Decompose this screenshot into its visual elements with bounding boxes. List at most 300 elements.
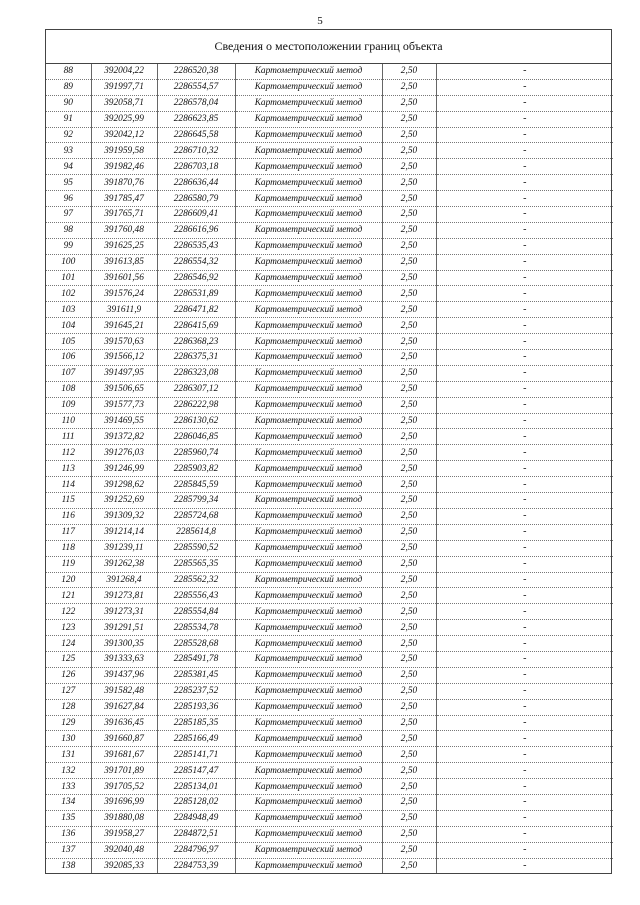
method-cell: Картометрический метод — [235, 381, 382, 397]
x-coordinate-cell: 391577,73 — [91, 397, 157, 413]
x-coordinate-cell: 391760,48 — [91, 222, 157, 238]
x-coordinate-cell: 391566,12 — [91, 350, 157, 366]
point-number-cell: 112 — [46, 445, 91, 461]
method-cell: Картометрический метод — [235, 556, 382, 572]
x-coordinate-cell: 391239,11 — [91, 540, 157, 556]
method-cell: Картометрический метод — [235, 238, 382, 254]
point-number-cell: 127 — [46, 683, 91, 699]
description-cell: - — [436, 429, 613, 445]
y-coordinate-cell: 2286535,43 — [157, 238, 235, 254]
y-coordinate-cell: 2285128,02 — [157, 794, 235, 810]
table-row — [46, 604, 613, 620]
accuracy-cell: 2,50 — [382, 572, 436, 588]
description-cell: - — [436, 111, 613, 127]
method-cell: Картометрический метод — [235, 731, 382, 747]
description-cell: - — [436, 651, 613, 667]
method-cell: Картометрический метод — [235, 651, 382, 667]
table-row — [46, 842, 613, 858]
point-number-cell: 130 — [46, 731, 91, 747]
description-cell: - — [436, 350, 613, 366]
table-row — [46, 222, 613, 238]
accuracy-cell: 2,50 — [382, 191, 436, 207]
description-cell: - — [436, 747, 613, 763]
y-coordinate-cell: 2286623,85 — [157, 111, 235, 127]
method-cell: Картометрический метод — [235, 747, 382, 763]
x-coordinate-cell: 391997,71 — [91, 79, 157, 95]
point-number-cell: 115 — [46, 493, 91, 509]
x-coordinate-cell: 391497,95 — [91, 365, 157, 381]
x-coordinate-cell: 391625,25 — [91, 238, 157, 254]
y-coordinate-cell: 2286415,69 — [157, 318, 235, 334]
description-cell: - — [436, 810, 613, 826]
method-cell: Картометрический метод — [235, 222, 382, 238]
y-coordinate-cell: 2286645,58 — [157, 127, 235, 143]
point-number-cell: 104 — [46, 318, 91, 334]
accuracy-cell: 2,50 — [382, 365, 436, 381]
accuracy-cell: 2,50 — [382, 588, 436, 604]
y-coordinate-cell: 2286580,79 — [157, 191, 235, 207]
accuracy-cell: 2,50 — [382, 397, 436, 413]
table-row — [46, 350, 613, 366]
method-cell: Картометрический метод — [235, 334, 382, 350]
accuracy-cell: 2,50 — [382, 143, 436, 159]
table-row — [46, 95, 613, 111]
description-cell: - — [436, 254, 613, 270]
table-row — [46, 175, 613, 191]
method-cell: Картометрический метод — [235, 667, 382, 683]
accuracy-cell: 2,50 — [382, 286, 436, 302]
y-coordinate-cell: 2285381,45 — [157, 667, 235, 683]
point-number-cell: 138 — [46, 858, 91, 873]
accuracy-cell: 2,50 — [382, 381, 436, 397]
x-coordinate-cell: 391627,84 — [91, 699, 157, 715]
accuracy-cell: 2,50 — [382, 651, 436, 667]
y-coordinate-cell: 2286554,57 — [157, 79, 235, 95]
y-coordinate-cell: 2285903,82 — [157, 461, 235, 477]
table-row — [46, 238, 613, 254]
coordinates-sheet — [45, 29, 612, 874]
y-coordinate-cell: 2286578,04 — [157, 95, 235, 111]
x-coordinate-cell: 391982,46 — [91, 159, 157, 175]
accuracy-cell: 2,50 — [382, 493, 436, 509]
y-coordinate-cell: 2286046,85 — [157, 429, 235, 445]
description-cell: - — [436, 381, 613, 397]
point-number-cell: 125 — [46, 651, 91, 667]
description-cell: - — [436, 794, 613, 810]
description-cell: - — [436, 556, 613, 572]
accuracy-cell: 2,50 — [382, 318, 436, 334]
table-row — [46, 779, 613, 795]
table-row — [46, 318, 613, 334]
accuracy-cell: 2,50 — [382, 334, 436, 350]
table-row — [46, 445, 613, 461]
y-coordinate-cell: 2286222,98 — [157, 397, 235, 413]
accuracy-cell: 2,50 — [382, 636, 436, 652]
method-cell: Картометрический метод — [235, 826, 382, 842]
y-coordinate-cell: 2285799,34 — [157, 493, 235, 509]
accuracy-cell: 2,50 — [382, 540, 436, 556]
table-row — [46, 699, 613, 715]
method-cell: Картометрический метод — [235, 763, 382, 779]
y-coordinate-cell: 2285528,68 — [157, 636, 235, 652]
y-coordinate-cell: 2285534,78 — [157, 620, 235, 636]
y-coordinate-cell: 2285193,36 — [157, 699, 235, 715]
y-coordinate-cell: 2286307,12 — [157, 381, 235, 397]
table-row — [46, 143, 613, 159]
accuracy-cell: 2,50 — [382, 64, 436, 79]
method-cell: Картометрический метод — [235, 699, 382, 715]
table-row — [46, 715, 613, 731]
y-coordinate-cell: 2286703,18 — [157, 159, 235, 175]
y-coordinate-cell: 2286368,23 — [157, 334, 235, 350]
accuracy-cell: 2,50 — [382, 302, 436, 318]
y-coordinate-cell: 2284753,39 — [157, 858, 235, 873]
description-cell: - — [436, 191, 613, 207]
accuracy-cell: 2,50 — [382, 604, 436, 620]
point-number-cell: 92 — [46, 127, 91, 143]
method-cell: Картометрический метод — [235, 429, 382, 445]
accuracy-cell: 2,50 — [382, 127, 436, 143]
accuracy-cell: 2,50 — [382, 461, 436, 477]
accuracy-cell: 2,50 — [382, 159, 436, 175]
table-row — [46, 413, 613, 429]
method-cell: Картометрический метод — [235, 365, 382, 381]
x-coordinate-cell: 392085,33 — [91, 858, 157, 873]
table-row — [46, 540, 613, 556]
table-row — [46, 429, 613, 445]
accuracy-cell: 2,50 — [382, 111, 436, 127]
description-cell: - — [436, 699, 613, 715]
method-cell: Картометрический метод — [235, 64, 382, 79]
description-cell: - — [523, 859, 527, 871]
table-row — [46, 572, 613, 588]
table-row — [46, 127, 613, 143]
y-coordinate-cell: 2285565,35 — [157, 556, 235, 572]
method-cell: Картометрический метод — [235, 810, 382, 826]
table-row — [46, 191, 613, 207]
y-coordinate-cell: 2285724,68 — [157, 508, 235, 524]
method-cell: Картометрический метод — [235, 636, 382, 652]
description-cell: - — [436, 445, 613, 461]
point-number-cell: 121 — [46, 588, 91, 604]
description-cell: - — [436, 604, 613, 620]
description-cell: - — [436, 207, 613, 223]
accuracy-cell: 2,50 — [382, 508, 436, 524]
point-number-cell: 134 — [46, 794, 91, 810]
point-number-cell: 133 — [46, 779, 91, 795]
point-number-cell: 132 — [46, 763, 91, 779]
accuracy-cell: 2,50 — [382, 699, 436, 715]
point-number-cell: 116 — [46, 508, 91, 524]
accuracy-cell: 2,50 — [382, 413, 436, 429]
point-number-cell: 126 — [46, 667, 91, 683]
y-coordinate-cell: 2284872,51 — [157, 826, 235, 842]
coordinates-table — [46, 64, 613, 873]
x-coordinate-cell: 391214,14 — [91, 524, 157, 540]
description-cell: - — [436, 524, 613, 540]
method-cell: Картометрический метод — [235, 858, 382, 873]
method-cell: Картометрический метод — [235, 207, 382, 223]
description-cell: - — [436, 763, 613, 779]
point-number-cell: 94 — [46, 159, 91, 175]
y-coordinate-cell: 2285845,59 — [157, 477, 235, 493]
accuracy-cell: 2,50 — [382, 524, 436, 540]
point-number-cell: 96 — [46, 191, 91, 207]
method-cell: Картометрический метод — [235, 715, 382, 731]
point-number-cell: 124 — [46, 636, 91, 652]
method-cell: Картометрический метод — [235, 175, 382, 191]
method-cell: Картометрический метод — [235, 413, 382, 429]
accuracy-cell: 2,50 — [382, 747, 436, 763]
x-coordinate-cell: 392025,99 — [91, 111, 157, 127]
table-row — [46, 286, 613, 302]
x-coordinate-cell: 391705,52 — [91, 779, 157, 795]
method-cell: Картометрический метод — [235, 572, 382, 588]
point-number-cell: 122 — [46, 604, 91, 620]
x-coordinate-cell: 391570,63 — [91, 334, 157, 350]
method-cell: Картометрический метод — [235, 477, 382, 493]
method-cell: Картометрический метод — [235, 111, 382, 127]
point-number-cell: 128 — [46, 699, 91, 715]
point-number-cell: 131 — [46, 747, 91, 763]
description-cell: - — [436, 127, 613, 143]
x-coordinate-cell: 391701,89 — [91, 763, 157, 779]
description-cell: - — [436, 95, 613, 111]
accuracy-cell: 2,50 — [382, 858, 436, 873]
description-cell: - — [436, 175, 613, 191]
description-cell: - — [436, 826, 613, 842]
accuracy-cell: 2,50 — [382, 222, 436, 238]
description-cell: - — [436, 636, 613, 652]
accuracy-cell: 2,50 — [382, 350, 436, 366]
table-row — [46, 79, 613, 95]
point-number-cell: 101 — [46, 270, 91, 286]
accuracy-cell: 2,50 — [382, 731, 436, 747]
method-cell: Картометрический метод — [235, 270, 382, 286]
point-number-cell: 103 — [46, 302, 91, 318]
x-coordinate-cell: 392058,71 — [91, 95, 157, 111]
x-coordinate-cell: 391601,56 — [91, 270, 157, 286]
table-row — [46, 524, 613, 540]
table-row — [46, 667, 613, 683]
point-number-cell: 97 — [46, 207, 91, 223]
point-number-cell: 106 — [46, 350, 91, 366]
description-cell: - — [436, 588, 613, 604]
y-coordinate-cell: 2286531,89 — [157, 286, 235, 302]
description-cell: - — [436, 334, 613, 350]
description-cell: - — [436, 620, 613, 636]
y-coordinate-cell: 2286609,41 — [157, 207, 235, 223]
x-coordinate-cell: 391696,99 — [91, 794, 157, 810]
method-cell: Картометрический метод — [235, 493, 382, 509]
method-cell: Картометрический метод — [235, 191, 382, 207]
y-coordinate-cell: 2286616,96 — [157, 222, 235, 238]
table-row — [46, 826, 613, 842]
x-coordinate-cell: 391252,69 — [91, 493, 157, 509]
x-coordinate-cell: 391613,85 — [91, 254, 157, 270]
x-coordinate-cell: 391660,87 — [91, 731, 157, 747]
point-number-cell: 108 — [46, 381, 91, 397]
table-row — [46, 381, 613, 397]
table-row — [46, 64, 613, 79]
description-cell: - — [436, 143, 613, 159]
x-coordinate-cell: 391880,08 — [91, 810, 157, 826]
accuracy-cell: 2,50 — [382, 620, 436, 636]
table-row — [46, 365, 613, 381]
x-coordinate-cell: 391273,81 — [91, 588, 157, 604]
y-coordinate-cell: 2286520,38 — [157, 64, 235, 79]
method-cell: Картометрический метод — [235, 524, 382, 540]
table-row — [46, 334, 613, 350]
description-cell: - — [436, 64, 613, 79]
accuracy-cell: 2,50 — [382, 477, 436, 493]
point-number-cell: 107 — [46, 365, 91, 381]
accuracy-cell: 2,50 — [382, 175, 436, 191]
method-cell: Картометрический метод — [235, 588, 382, 604]
accuracy-cell: 2,50 — [382, 238, 436, 254]
description-cell: - — [436, 413, 613, 429]
table-row — [46, 254, 613, 270]
point-number-cell: 95 — [46, 175, 91, 191]
page-number: 5 — [317, 15, 323, 27]
table-row — [46, 858, 613, 873]
point-number-cell: 119 — [46, 556, 91, 572]
description-cell: - — [436, 477, 613, 493]
method-cell: Картометрический метод — [235, 397, 382, 413]
point-number-cell: 109 — [46, 397, 91, 413]
x-coordinate-cell: 391765,71 — [91, 207, 157, 223]
accuracy-cell: 2,50 — [382, 95, 436, 111]
point-number-cell: 99 — [46, 238, 91, 254]
x-coordinate-cell: 391372,82 — [91, 429, 157, 445]
x-coordinate-cell: 391870,76 — [91, 175, 157, 191]
x-coordinate-cell: 391469,55 — [91, 413, 157, 429]
point-number-cell: 105 — [46, 334, 91, 350]
description-cell: - — [436, 493, 613, 509]
point-number-cell: 129 — [46, 715, 91, 731]
x-coordinate-cell: 391300,35 — [91, 636, 157, 652]
description-cell: - — [436, 159, 613, 175]
y-coordinate-cell: 2285166,49 — [157, 731, 235, 747]
table-row — [46, 461, 613, 477]
description-cell: - — [436, 540, 613, 556]
description-cell: - — [436, 683, 613, 699]
table-row — [46, 683, 613, 699]
point-number-cell: 111 — [46, 429, 91, 445]
x-coordinate-cell: 391582,48 — [91, 683, 157, 699]
accuracy-cell: 2,50 — [382, 779, 436, 795]
accuracy-cell: 2,50 — [382, 842, 436, 858]
x-coordinate-cell: 392042,12 — [91, 127, 157, 143]
description-cell: - — [436, 572, 613, 588]
method-cell: Картометрический метод — [235, 779, 382, 795]
method-cell: Картометрический метод — [235, 842, 382, 858]
y-coordinate-cell: 2286375,31 — [157, 350, 235, 366]
table-row — [46, 302, 613, 318]
point-number-cell: 89 — [46, 79, 91, 95]
point-number-cell: 98 — [46, 222, 91, 238]
x-coordinate-cell: 391681,67 — [91, 747, 157, 763]
description-cell: - — [436, 302, 613, 318]
description-cell: - — [436, 286, 613, 302]
y-coordinate-cell: 2284948,49 — [157, 810, 235, 826]
x-coordinate-cell: 391506,65 — [91, 381, 157, 397]
description-cell: - — [436, 667, 613, 683]
table-row — [46, 207, 613, 223]
method-cell: Картометрический метод — [235, 318, 382, 334]
y-coordinate-cell: 2286130,62 — [157, 413, 235, 429]
method-cell: Картометрический метод — [235, 620, 382, 636]
y-coordinate-cell: 2285237,52 — [157, 683, 235, 699]
table-row — [46, 636, 613, 652]
table-row — [46, 397, 613, 413]
point-number-cell: 120 — [46, 572, 91, 588]
table-row — [46, 747, 613, 763]
x-coordinate-cell: 391576,24 — [91, 286, 157, 302]
point-number-cell: 110 — [46, 413, 91, 429]
y-coordinate-cell: 2285556,43 — [157, 588, 235, 604]
y-coordinate-cell: 2286636,44 — [157, 175, 235, 191]
point-number-cell: 102 — [46, 286, 91, 302]
y-coordinate-cell: 2286554,32 — [157, 254, 235, 270]
point-number-cell: 93 — [46, 143, 91, 159]
description-cell: - — [436, 222, 613, 238]
method-cell: Картометрический метод — [235, 604, 382, 620]
x-coordinate-cell: 391959,58 — [91, 143, 157, 159]
accuracy-cell: 2,50 — [382, 810, 436, 826]
y-coordinate-cell: 2286546,92 — [157, 270, 235, 286]
accuracy-cell: 2,50 — [382, 667, 436, 683]
accuracy-cell: 2,50 — [382, 826, 436, 842]
y-coordinate-cell: 2285562,32 — [157, 572, 235, 588]
x-coordinate-cell: 391437,96 — [91, 667, 157, 683]
description-cell: - — [436, 318, 613, 334]
point-number-cell: 90 — [46, 95, 91, 111]
description-cell: - — [436, 365, 613, 381]
y-coordinate-cell: 2285491,78 — [157, 651, 235, 667]
method-cell: Картометрический метод — [235, 445, 382, 461]
table-row — [46, 620, 613, 636]
table-row — [46, 794, 613, 810]
table-row — [46, 810, 613, 826]
point-number-cell: 137 — [46, 842, 91, 858]
y-coordinate-cell: 2285614,8 — [157, 524, 235, 540]
table-row — [46, 111, 613, 127]
point-number-cell: 136 — [46, 826, 91, 842]
x-coordinate-cell: 391291,51 — [91, 620, 157, 636]
x-coordinate-cell: 391309,32 — [91, 508, 157, 524]
table-row — [46, 270, 613, 286]
method-cell: Картометрический метод — [235, 508, 382, 524]
x-coordinate-cell: 391958,27 — [91, 826, 157, 842]
table-row — [46, 651, 613, 667]
accuracy-cell: 2,50 — [382, 763, 436, 779]
x-coordinate-cell: 391785,47 — [91, 191, 157, 207]
y-coordinate-cell: 2285134,01 — [157, 779, 235, 795]
y-coordinate-cell: 2286471,82 — [157, 302, 235, 318]
accuracy-cell: 2,50 — [382, 79, 436, 95]
x-coordinate-cell: 391268,4 — [91, 572, 157, 588]
description-cell: - — [436, 79, 613, 95]
y-coordinate-cell: 2285141,71 — [157, 747, 235, 763]
accuracy-cell: 2,50 — [382, 270, 436, 286]
point-number-cell: 113 — [46, 461, 91, 477]
x-coordinate-cell: 391645,21 — [91, 318, 157, 334]
method-cell: Картометрический метод — [235, 127, 382, 143]
y-coordinate-cell: 2286710,32 — [157, 143, 235, 159]
y-coordinate-cell: 2285147,47 — [157, 763, 235, 779]
description-cell: - — [436, 731, 613, 747]
